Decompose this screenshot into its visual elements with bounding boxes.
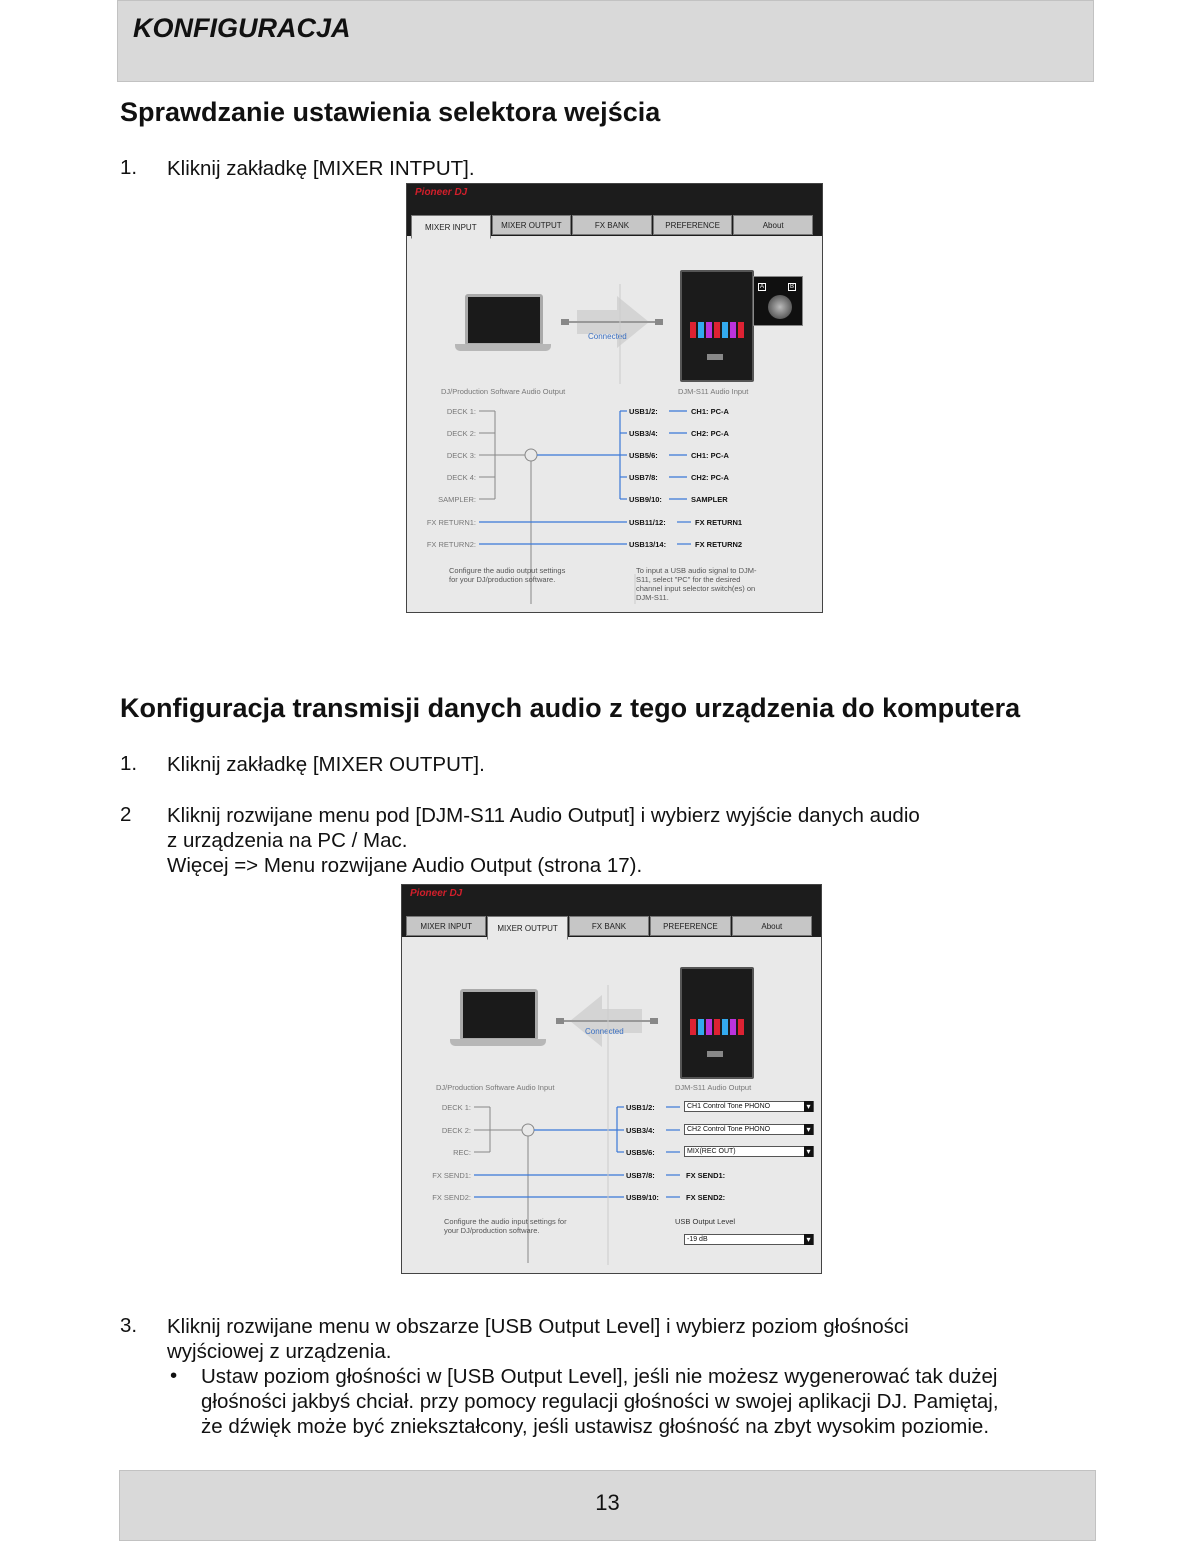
usb-label-3: USB5/6: bbox=[626, 1148, 655, 1157]
footer-band bbox=[119, 1470, 1096, 1541]
djm-audio-input-title: DJM-S11 Audio Input bbox=[678, 387, 749, 396]
output-select-usb5-6[interactable]: MIX(REC OUT) ▾ bbox=[684, 1146, 814, 1157]
pioneer-dj-logo: Pioneer DJ bbox=[415, 187, 468, 198]
usb-label-5: USB9/10: bbox=[629, 495, 662, 504]
usb-label-2: USB3/4: bbox=[629, 429, 658, 438]
page-number: 13 bbox=[595, 1490, 620, 1515]
section2-step3-number: 3. bbox=[120, 1314, 138, 1337]
usb-label-3: USB5/6: bbox=[629, 451, 658, 460]
output-select-usb1-2[interactable]: CH1 Control Tone PHONO ▾ bbox=[684, 1101, 814, 1112]
zoom-label-a: A bbox=[760, 284, 765, 290]
usb-label-2: USB3/4: bbox=[626, 1126, 655, 1135]
left-label-4: DECK 4: bbox=[446, 473, 476, 482]
left-label-1: DECK 1: bbox=[441, 1103, 471, 1112]
left-label-5: FX SEND2: bbox=[432, 1193, 471, 1202]
header-band bbox=[117, 0, 1094, 82]
left-label-2: DECK 2: bbox=[446, 429, 476, 438]
zoom-label-b: B bbox=[790, 284, 795, 290]
channel-label-2: CH2: PC-A bbox=[691, 429, 729, 438]
pioneer-dj-logo: Pioneer DJ bbox=[410, 888, 463, 899]
left-label-1: DECK 1: bbox=[446, 407, 476, 416]
channel-label-6: FX RETURN1 bbox=[695, 518, 743, 527]
note-left: Configure the audio output settings for your DJ/production software. bbox=[449, 566, 566, 584]
channel-label-1: CH1: PC-A bbox=[691, 407, 729, 416]
connection-status: Connected bbox=[585, 1027, 624, 1036]
header-title: KONFIGURACJA bbox=[133, 13, 351, 43]
tab-mixer-output[interactable]: MIXER OUTPUT bbox=[487, 916, 567, 940]
mixer-input-screenshot bbox=[406, 183, 823, 613]
tab-mixer-output[interactable]: MIXER OUTPUT bbox=[492, 215, 572, 235]
section1-heading: Sprawdzanie ustawienia selektora wejścia bbox=[120, 97, 661, 127]
section2-step1-number: 1. bbox=[120, 752, 138, 775]
usb-output-level-label: USB Output Level bbox=[675, 1217, 736, 1226]
tab-preference[interactable]: PREFERENCE bbox=[650, 916, 730, 936]
tab-preference[interactable]: PREFERENCE bbox=[653, 215, 733, 235]
routing-diagram bbox=[402, 885, 822, 1274]
section2-step3-text: Kliknij rozwijane menu w obszarze [USB Output Level] i wybierz poziom głośności wyjściowej z urządzenia. bbox=[167, 1315, 909, 1363]
usb-label-4: USB7/8: bbox=[629, 473, 658, 482]
section2-heading: Konfiguracja transmisji danych audio z tego urządzenia do komputera bbox=[120, 693, 1021, 723]
section2-step2-text: Kliknij rozwijane menu pod [DJM-S11 Audio Output] i wybierz wyjście danych audio z urządzenia na PC / Mac. Więcej => Menu rozwijane Audio Output (strona 17). bbox=[167, 804, 920, 877]
usb-label-7: USB13/14: bbox=[629, 540, 667, 549]
section2-step2-number: 2 bbox=[120, 803, 132, 826]
left-label-6: FX RETURN1: bbox=[426, 518, 476, 527]
fixed-output-fx-send2: FX SEND2: bbox=[686, 1193, 726, 1202]
usb-label-1: USB1/2: bbox=[629, 407, 658, 416]
tab-fx-bank[interactable]: FX BANK bbox=[569, 916, 649, 936]
usb-label-4: USB7/8: bbox=[626, 1171, 655, 1180]
left-label-3: REC: bbox=[453, 1148, 471, 1157]
left-label-4: FX SEND1: bbox=[432, 1171, 471, 1180]
usb-output-level-select[interactable]: -19 dB ▾ bbox=[684, 1234, 814, 1245]
left-label-7: FX RETURN2: bbox=[426, 540, 476, 549]
channel-label-7: FX RETURN2 bbox=[695, 540, 743, 549]
output-select-usb3-4[interactable]: CH2 Control Tone PHONO ▾ bbox=[684, 1124, 814, 1135]
tab-fx-bank[interactable]: FX BANK bbox=[572, 215, 652, 235]
usb-label-6: USB11/12: bbox=[629, 518, 666, 527]
connection-status: Connected bbox=[588, 332, 627, 341]
tab-about[interactable]: About bbox=[733, 215, 813, 235]
section1-step1-text: Kliknij zakładkę [MIXER INTPUT]. bbox=[167, 157, 475, 180]
note-right: To input a USB audio signal to DJM- S11, select "PC" for the desired channel input selector switch(es) on DJM-S11. bbox=[636, 566, 757, 602]
note-left: Configure the audio input settings for your DJ/production software. bbox=[444, 1217, 567, 1235]
left-label-3: DECK 3: bbox=[446, 451, 476, 460]
usb-label-5: USB9/10: bbox=[626, 1193, 659, 1202]
section1-step1-number: 1. bbox=[120, 156, 138, 179]
software-audio-input-title: DJ/Production Software Audio Input bbox=[436, 1083, 555, 1092]
fixed-output-fx-send1: FX SEND1: bbox=[686, 1171, 726, 1180]
left-label-5: SAMPLER: bbox=[438, 495, 476, 504]
section2-step1-text: Kliknij zakładkę [MIXER OUTPUT]. bbox=[167, 753, 485, 776]
software-audio-output-title: DJ/Production Software Audio Output bbox=[441, 387, 566, 396]
channel-label-5: SAMPLER bbox=[691, 495, 728, 504]
channel-label-4: CH2: PC-A bbox=[691, 473, 729, 482]
bullet-text: Ustaw poziom głośności w [USB Output Level], jeśli nie możesz wygenerować tak dużej głośności jakbyś chciał. przy pomocy regulacji głośności w swojej aplikacji DJ. Pamiętaj, że dźwięk może być zniekształcony, jeśli ustawisz głośność na zbyt wysokim poziomie. bbox=[201, 1365, 999, 1438]
tab-mixer-input[interactable]: MIXER INPUT bbox=[411, 215, 491, 239]
usb-label-1: USB1/2: bbox=[626, 1103, 655, 1112]
tab-mixer-input[interactable]: MIXER INPUT bbox=[406, 916, 486, 936]
djm-audio-output-title: DJM-S11 Audio Output bbox=[675, 1083, 752, 1092]
channel-label-3: CH1: PC-A bbox=[691, 451, 729, 460]
left-label-2: DECK 2: bbox=[441, 1126, 471, 1135]
bullet-mark: • bbox=[170, 1364, 178, 1387]
tab-about[interactable]: About bbox=[732, 916, 812, 936]
mixer-output-screenshot bbox=[401, 884, 822, 1274]
